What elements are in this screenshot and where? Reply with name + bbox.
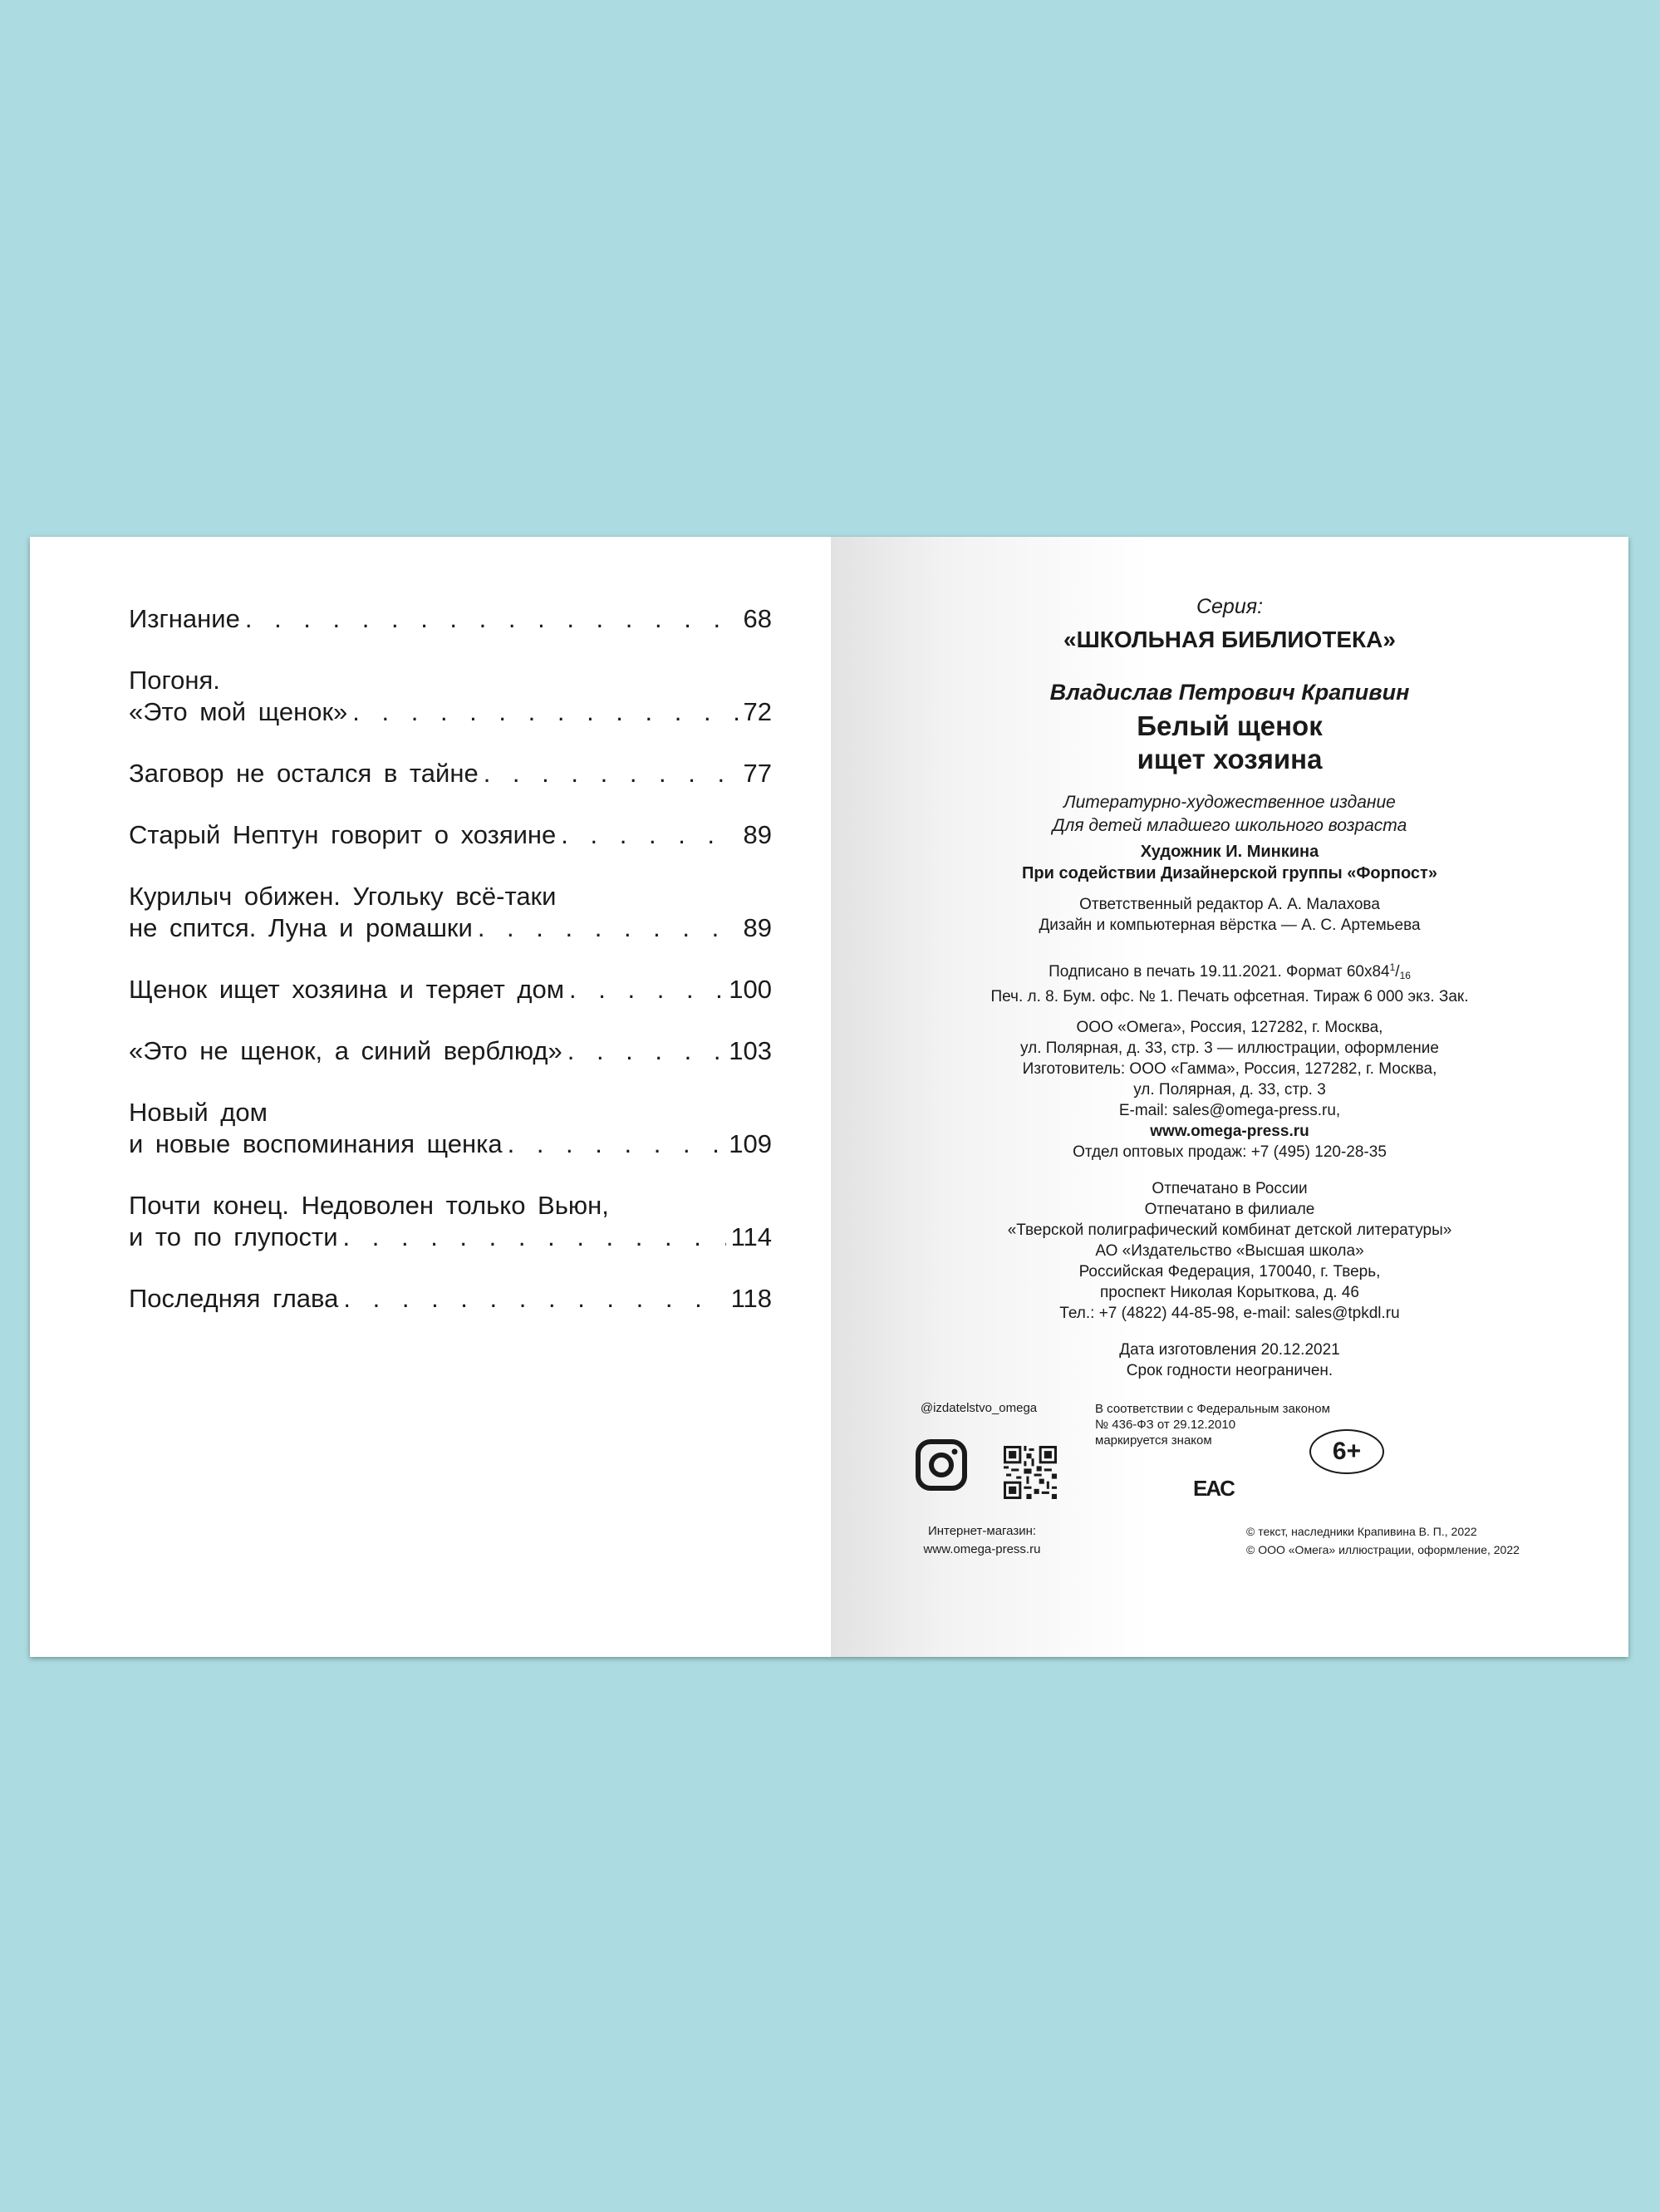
toc-page-number: 100 xyxy=(729,975,772,1004)
toc-line xyxy=(129,1097,772,1128)
toc-title: Заговор не остался в тайне xyxy=(129,759,479,788)
toc-title: Курилыч обижен. Угольку всё-таки xyxy=(129,882,557,911)
toc-leader-dots xyxy=(245,603,739,635)
copyright-line: © ООО «Омега» иллюстрации, оформление, 2022 xyxy=(1246,1543,1520,1556)
illustrator-credit: Художник И. Минкина xyxy=(1140,843,1319,861)
toc-entry[interactable] xyxy=(129,1035,772,1067)
toc-page-number: 118 xyxy=(730,1284,772,1313)
toc-leader-dots xyxy=(352,696,738,728)
law-line: В соответствии с Федеральным законом xyxy=(1095,1402,1330,1416)
toc-entry[interactable] xyxy=(129,974,772,1005)
publisher-line: Изготовитель: ООО «Гамма», Россия, 127282, г. Москва, xyxy=(1022,1060,1437,1078)
toc-page-number: 109 xyxy=(729,1129,772,1158)
manufacture-date: Дата изготовления 20.12.2021 xyxy=(1119,1341,1340,1359)
toc-line xyxy=(129,696,772,728)
printer-line: Российская Федерация, 170040, г. Тверь, xyxy=(1078,1263,1381,1281)
toc-leader-dots xyxy=(569,974,724,1005)
toc-title: Погоня. xyxy=(129,666,220,695)
toc-entry[interactable] xyxy=(129,1190,772,1253)
toc-title: «Это мой щенок» xyxy=(129,697,348,726)
toc-line xyxy=(129,1283,772,1315)
toc-line xyxy=(129,665,772,696)
toc-title: Новый дом xyxy=(129,1098,268,1127)
dates xyxy=(831,1339,1628,1381)
table-of-contents xyxy=(129,603,772,1344)
toc-line xyxy=(129,1035,772,1067)
toc-line xyxy=(129,819,772,851)
toc-page-number: 103 xyxy=(729,1036,772,1065)
toc-leader-dots xyxy=(508,1128,724,1160)
printer-line: Отпечатано в филиале xyxy=(1144,1201,1315,1218)
toc-entry[interactable] xyxy=(129,758,772,789)
toc-entry[interactable] xyxy=(129,1283,772,1315)
toc-entry[interactable] xyxy=(129,881,772,944)
toc-page-number: 114 xyxy=(730,1222,772,1251)
toc-leader-dots xyxy=(478,912,739,944)
toc-leader-dots xyxy=(561,819,738,851)
toc-line xyxy=(129,1128,772,1160)
age-rating-badge: 6+ xyxy=(1309,1429,1384,1474)
copyright-notice xyxy=(1246,1522,1579,1559)
toc-line xyxy=(129,1222,772,1253)
toc-line xyxy=(129,603,772,635)
print-params: Печ. л. 8. Бум. офс. № 1. Печать офсетная. Тираж 6 000 экз. Зак. xyxy=(990,988,1469,1005)
book-spread xyxy=(30,537,1628,1657)
toc-title: Щенок ищет хозяина и теряет дом xyxy=(129,975,565,1004)
signed-text: Подписано в печать 19.11.2021. Формат 60х84 xyxy=(1049,963,1390,981)
toc-line xyxy=(129,1190,772,1222)
toc-page-number: 68 xyxy=(743,604,772,633)
book-title xyxy=(831,710,1628,776)
shelf-life: Срок годности неограничен. xyxy=(1126,1362,1333,1379)
signed-line: Подписано в печать 19.11.2021. Формат $60х84^1/_{16}$ xyxy=(1049,961,1411,981)
imprint-page xyxy=(831,537,1628,1657)
toc-leader-dots xyxy=(343,1283,725,1315)
toc-line xyxy=(129,758,772,789)
toc-title: не спится. Луна и ромашки xyxy=(129,913,473,942)
instagram-handle[interactable]: @izdatelstvo_omega xyxy=(920,1401,1038,1415)
printer-line: Отпечатано в России xyxy=(1152,1180,1308,1197)
qr-code-icon[interactable] xyxy=(1004,1446,1057,1499)
shop-url[interactable]: www.omega-press.ru xyxy=(923,1542,1041,1556)
genre-info xyxy=(831,791,1628,838)
printer-line: Тел.: +7 (4822) 44-85-98, e-mail: sales@tpkdl.ru xyxy=(1059,1305,1400,1322)
publisher-info xyxy=(831,1017,1628,1163)
toc-title: и новые воспоминания щенка xyxy=(129,1129,503,1158)
audience-line: Для детей младшего школьного возраста xyxy=(1052,816,1407,835)
layout-credit: Дизайн и компьютерная вёрстка — А. С. Артемьева xyxy=(1039,917,1421,934)
online-shop xyxy=(907,1522,1057,1559)
toc-title: Старый Нептун говорит о хозяине xyxy=(129,820,557,849)
toc-entry[interactable] xyxy=(129,665,772,728)
format-denominator: 16 xyxy=(1399,970,1411,981)
law-line: маркируется знаком xyxy=(1095,1433,1212,1448)
publisher-line: ул. Полярная, д. 33, стр. 3 xyxy=(1133,1081,1326,1099)
print-info xyxy=(831,957,1628,1007)
printer-line: АО «Издательство «Высшая школа» xyxy=(1095,1242,1364,1260)
toc-entry[interactable] xyxy=(129,819,772,851)
toc-leader-dots xyxy=(567,1035,724,1067)
credits xyxy=(831,841,1628,884)
toc-title: Изгнание xyxy=(129,604,240,633)
printer-info xyxy=(831,1178,1628,1324)
eac-mark-icon: EAC xyxy=(1193,1476,1234,1501)
printer-line: проспект Николая Корыткова, д. 46 xyxy=(1100,1284,1359,1301)
website-link[interactable]: www.omega-press.ru xyxy=(1150,1123,1309,1140)
series-name: «ШКОЛЬНАЯ БИБЛИОТЕКА» xyxy=(1063,627,1396,652)
book-title-line: Белый щенок xyxy=(1137,710,1323,741)
book-title-line: ищет хозяина xyxy=(1137,744,1323,774)
toc-leader-dots xyxy=(484,758,739,789)
printer-line: «Тверской полиграфический комбинат детской литературы» xyxy=(1007,1222,1452,1239)
toc-leader-dots xyxy=(343,1222,726,1253)
law-line: № 436-ФЗ от 29.12.2010 xyxy=(1095,1418,1236,1432)
publisher-line: ООО «Омега», Россия, 127282, г. Москва, xyxy=(1076,1019,1383,1036)
contents-page xyxy=(30,537,831,1657)
toc-page-number: 89 xyxy=(743,820,772,849)
toc-page-number: 77 xyxy=(743,759,772,788)
toc-page-number: 89 xyxy=(743,913,772,942)
toc-entry[interactable] xyxy=(129,603,772,635)
publisher-email: E-mail: sales@omega-press.ru, xyxy=(1118,1102,1341,1119)
toc-line xyxy=(129,974,772,1005)
toc-entry[interactable] xyxy=(129,1097,772,1160)
toc-title: и то по глупости xyxy=(129,1222,338,1251)
instagram-icon[interactable] xyxy=(916,1439,967,1491)
shop-label: Интернет-магазин: xyxy=(927,1524,1037,1538)
format-numerator: 1 xyxy=(1389,961,1396,973)
toc-line xyxy=(129,881,772,912)
publisher-line: ул. Полярная, д. 33, стр. 3 — иллюстрации, оформление xyxy=(1020,1040,1439,1057)
copyright-line: © текст, наследники Крапивина В. П., 2022 xyxy=(1246,1525,1477,1538)
toc-title: Последняя глава xyxy=(129,1284,339,1313)
toc-title: «Это не щенок, а синий верблюд» xyxy=(129,1036,562,1065)
author-name: Владислав Петрович Крапивин xyxy=(1049,680,1410,705)
editor-credit: Ответственный редактор А. А. Малахова xyxy=(1079,896,1380,913)
series-label: Серия: xyxy=(1196,595,1264,618)
editors xyxy=(831,894,1628,936)
genre-line: Литературно-художественное издание xyxy=(1063,793,1396,812)
sales-phone: Отдел оптовых продаж: +7 (495) 120-28-35 xyxy=(1073,1143,1387,1161)
toc-page-number: 72 xyxy=(743,697,772,726)
toc-line xyxy=(129,912,772,944)
toc-title: Почти конец. Недоволен только Вьюн, xyxy=(129,1191,609,1220)
design-group-credit: При содействии Дизайнерской группы «Форпост» xyxy=(1022,864,1437,882)
